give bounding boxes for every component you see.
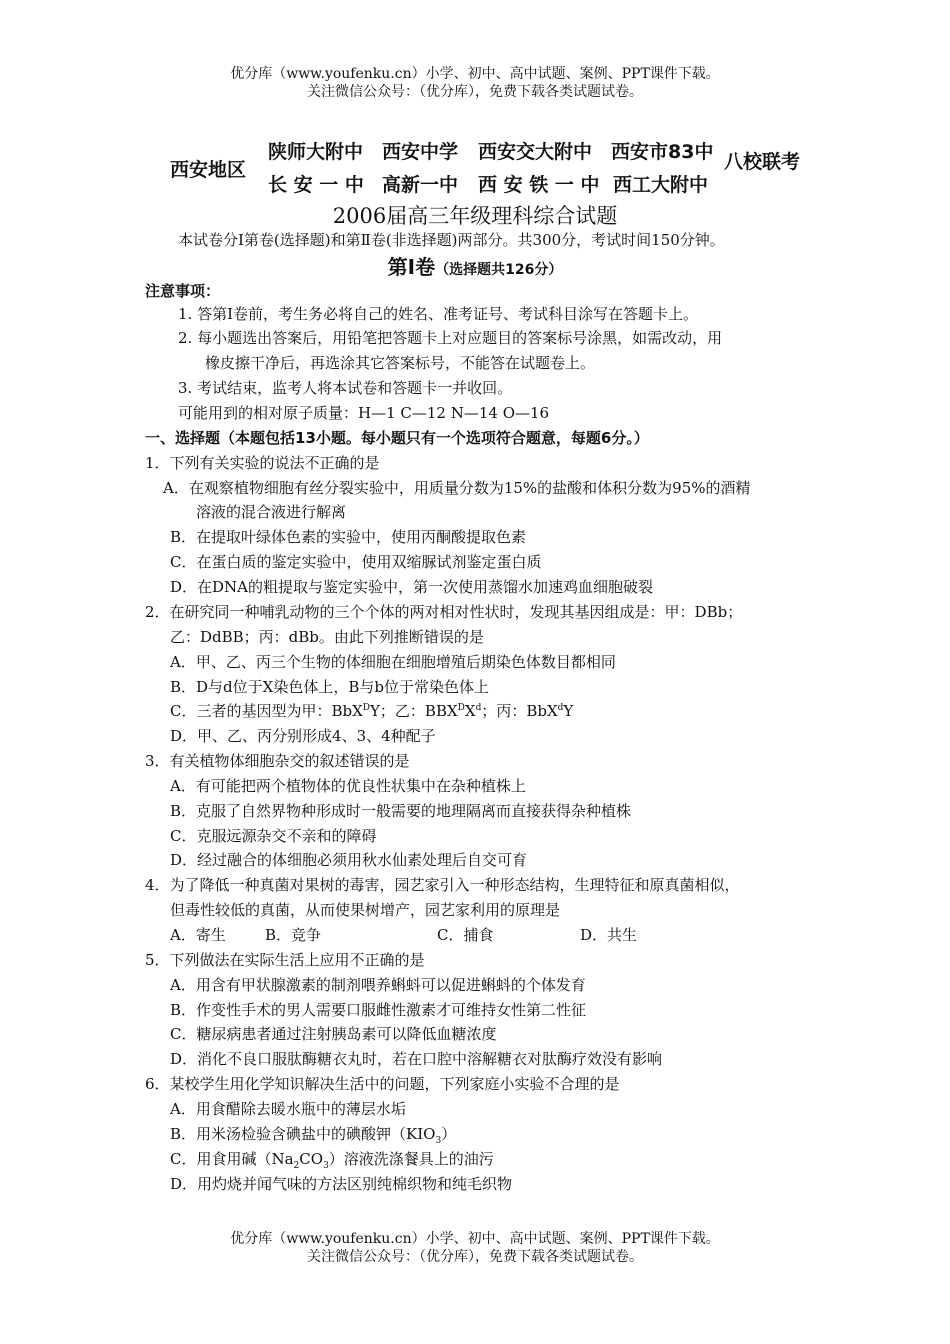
q1-option-b: B．在提取叶绿体色素的实验中，使用丙酮酸提取色素 (170, 528, 527, 546)
header-line-2: 关注微信公众号：（优分库），免费下载各类试题试卷。 (307, 84, 643, 100)
q1-option-d: D．在DNA的粗提取与鉴定实验中，第一次使用蒸馏水加速鸡血细胞破裂 (170, 578, 654, 596)
section-1-heading: 一、选择题（本题包括13小题。每小题只有一个选项符合题意，每题6分。） (145, 429, 649, 447)
q3-option-d: D．经过融合的体细胞必须用秋水仙素处理后自交可育 (170, 851, 528, 869)
exam-intro: 本试卷分Ⅰ第卷(选择题)和第Ⅱ卷(非选择题)两部分。共300分，考试时间150分钟。 (178, 231, 725, 249)
q6-option-d: D．用灼烧并闻气味的方法区别纯棉织物和纯毛织物 (170, 1175, 513, 1193)
volume-label: 第Ⅰ卷 (387, 255, 436, 279)
q4-option-a: A．寄生 (170, 926, 226, 944)
school-8: 西工大附中 (613, 174, 709, 196)
note-3: 3. 考试结束，监考人将本试卷和答题卡一并收回。 (178, 379, 513, 397)
volume-note: （选择题共126分） (435, 262, 563, 278)
q3-option-c: C．克服远源杂交不亲和的障碍 (170, 827, 377, 845)
school-3: 西安交大附中 (478, 141, 593, 163)
footer-line-1: 优分库（www.youfenku.cn）小学、初中、高中试题、案例、PPT课件下载。 (230, 1231, 720, 1247)
q3-option-a: A．有可能把两个植物体的优良性状集中在杂种植株上 (170, 777, 526, 795)
q3-option-b: B．克服了自然界物种形成时一般需要的地理隔离而直接获得杂种植株 (170, 802, 632, 820)
note-2a: 2. 每小题选出答案后，用铅笔把答题卡上对应题目的答案标号涂黑，如需改动，用 (178, 329, 723, 347)
q4-option-d: D．共生 (580, 926, 638, 944)
q1-option-a-cont: 溶液的混合液进行解离 (196, 503, 347, 521)
school-4: 西安市83中 (611, 141, 714, 163)
banner-region: 西安地区 (170, 159, 247, 181)
q6-option-a: A．用食醋除去暖水瓶中的薄层水垢 (170, 1100, 406, 1118)
q1-option-a: A．在观察植物细胞有丝分裂实验中，用质量分数为15%的盐酸和体积分数为95%的酒精 (163, 479, 751, 497)
q2-stem: 2．在研究同一种哺乳动物的三个个体的两对相对性状时，发现其基因组成是：甲：DBb； (145, 603, 743, 621)
q4-option-b: B．竞争 (265, 926, 322, 944)
note-2b: 橡皮擦干净后，再选涂其它答案标号，不能答在试题卷上。 (205, 354, 596, 372)
q5-option-d: D．消化不良口服肽酶糖衣丸时，若在口腔中溶解糖衣对肽酶疗效没有影响 (170, 1050, 663, 1068)
q3-stem: 3．有关植物体细胞杂交的叙述错误的是 (145, 752, 410, 770)
banner-suffix: 八校联考 (724, 151, 801, 173)
q6-option-b: B．用米汤检验含碘盐中的碘酸钾$(KIO_3)$ (170, 1125, 457, 1146)
school-1: 陕师大附中 (268, 141, 364, 163)
q2-option-b: B．D与d位于X染色体上，B与b位于常染色体上 (170, 678, 489, 696)
q2-option-c: C．三者的基因型为甲：BbX$^D$Y；乙：$BBX^DX^d$；丙：BbX$^d$Y (170, 702, 574, 720)
footer-line-2: 关注微信公众号：（优分库），免费下载各类试题试卷。 (307, 1249, 643, 1265)
q5-option-a: A．用含有甲状腺激素的制剂喂养蝌蚪可以促进蝌蚪的个体发育 (170, 976, 586, 994)
notes-heading: 注意事项： (145, 282, 221, 300)
q1-stem: 1．下列有关实验的说法不正确的是 (145, 454, 380, 472)
q5-stem: 5．下列做法在实际生活上应用不正确的是 (145, 951, 425, 969)
header-line-1: 优分库（www.youfenku.cn）小学、初中、高中试题、案例、PPT课件下载。 (230, 66, 720, 82)
q6-option-c: C．用食用碱$(Na_2CO_3)$溶液洗涤餐具上的油污 (170, 1150, 494, 1171)
q2-option-d: D．甲、乙、丙分别形成4、3、4种配子 (170, 727, 436, 745)
q4-stem-cont: 但毒性较低的真菌，从而使果树增产，园艺家利用的原理是 (170, 901, 561, 919)
q6-stem: 6．某校学生用化学知识解决生活中的问题，下列家庭小实验不合理的是 (145, 1075, 620, 1093)
volume-heading (0, 254, 950, 283)
atomic-masses: 可能用到的相对原子质量：H—1 C—12 N—14 O—16 (178, 404, 550, 422)
exam-title: 2006届高三年级理科综合试题 (332, 204, 618, 228)
school-5: 长 安 一 中 (268, 174, 364, 196)
q2-stem-cont: 乙：DdBB；丙：dBb。由此下列推断错误的是 (170, 628, 484, 646)
q5-option-c: C．糖尿病患者通过注射胰岛素可以降低血糖浓度 (170, 1025, 497, 1043)
school-6: 高新一中 (382, 174, 459, 196)
note-1: 1. 答第Ⅰ卷前，考生务必将自己的姓名、准考证号、考试科目涂写在答题卡上。 (178, 305, 699, 323)
q5-option-b: B．作变性手术的男人需要口服雌性激素才可维持女性第二性征 (170, 1001, 587, 1019)
q4-stem: 4．为了降低一种真菌对果树的毒害，园艺家引入一种形态结构，生理特征和原真菌相似， (145, 876, 740, 894)
q2-option-a: A．甲、乙、丙三个生物的体细胞在细胞增殖后期染色体数目都相同 (170, 653, 616, 671)
school-2: 西安中学 (382, 141, 459, 163)
q1-option-c: C．在蛋白质的鉴定实验中，使用双缩脲试剂鉴定蛋白质 (170, 553, 542, 571)
q4-option-c: C．捕食 (437, 926, 494, 944)
school-7: 西 安 铁 一 中 (478, 174, 600, 196)
